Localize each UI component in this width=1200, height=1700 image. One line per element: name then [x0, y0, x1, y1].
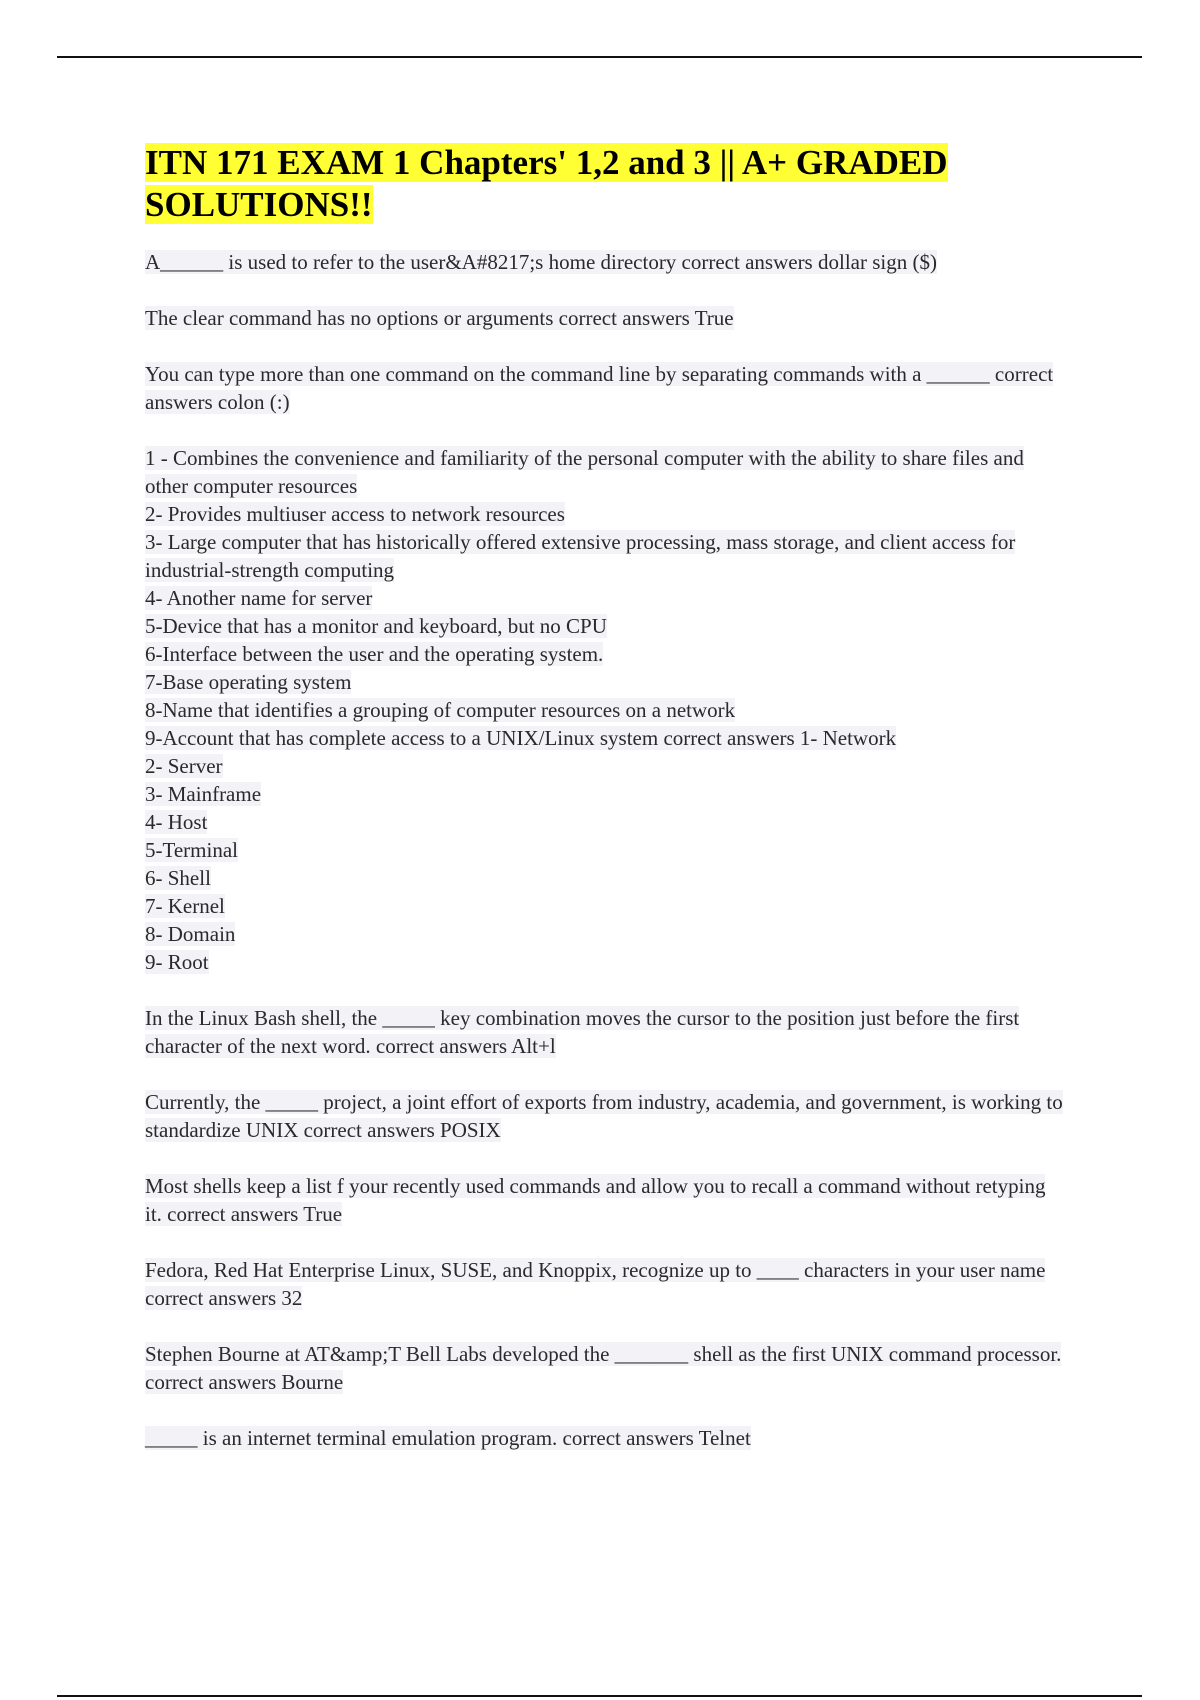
matching-line: 6- Shell	[145, 866, 211, 890]
matching-line: 3- Large computer that has historically offered extensive processing, mass storage, and client access for industrial-strength computing	[145, 530, 1016, 582]
top-rule	[57, 56, 1142, 58]
qa-item: Currently, the _____ project, a joint effort of exports from industry, academia, and government, is working to standardize UNIX correct answers POSIX	[145, 1090, 1063, 1142]
bottom-rule	[57, 1695, 1142, 1697]
matching-line: 3- Mainframe	[145, 782, 262, 806]
qa-item: Fedora, Red Hat Enterprise Linux, SUSE, and Knoppix, recognize up to ____ characters in your user name correct answers 32	[145, 1258, 1046, 1310]
matching-line: 4- Host	[145, 810, 208, 834]
matching-block	[145, 444, 1065, 976]
matching-line: 9-Account that has complete access to a UNIX/Linux system correct answers 1- Network	[145, 726, 897, 750]
matching-line: 9- Root	[145, 950, 209, 974]
qa-item: Stephen Bourne at AT&amp;T Bell Labs developed the _______ shell as the first UNIX command processor. correct answers Bourne	[145, 1342, 1062, 1394]
qa-item: Most shells keep a list f your recently used commands and allow you to recall a command without retyping it. correct answers True	[145, 1174, 1046, 1226]
matching-line: 8-Name that identifies a grouping of computer resources on a network	[145, 698, 736, 722]
qa-item: In the Linux Bash shell, the _____ key combination moves the cursor to the position just before the first character of the next word. correct answers Alt+l	[145, 1006, 1020, 1058]
qa-item: You can type more than one command on the command line by separating commands with a ______ correct answers colon (:)	[145, 362, 1054, 414]
matching-line: 1 - Combines the convenience and familiarity of the personal computer with the ability to share files and other computer resources	[145, 446, 1024, 498]
matching-line: 6-Interface between the user and the operating system.	[145, 642, 604, 666]
matching-line: 5-Terminal	[145, 838, 238, 862]
qa-item: A______ is used to refer to the user&A#8217;s home directory correct answers dollar sign ($)	[145, 250, 937, 274]
matching-line: 2- Server	[145, 754, 223, 778]
matching-line: 2- Provides multiuser access to network resources	[145, 502, 565, 526]
matching-line: 8- Domain	[145, 922, 236, 946]
matching-line: 4- Another name for server	[145, 586, 373, 610]
document-body	[145, 142, 1065, 1480]
matching-line: 7-Base operating system	[145, 670, 352, 694]
qa-item: _____ is an internet terminal emulation program. correct answers Telnet	[145, 1426, 751, 1450]
matching-line: 5-Device that has a monitor and keyboard, but no CPU	[145, 614, 607, 638]
qa-item: The clear command has no options or arguments correct answers True	[145, 306, 734, 330]
matching-line: 7- Kernel	[145, 894, 225, 918]
document-title: ITN 171 EXAM 1 Chapters' 1,2 and 3 || A+ GRADED SOLUTIONS!!	[145, 143, 948, 224]
